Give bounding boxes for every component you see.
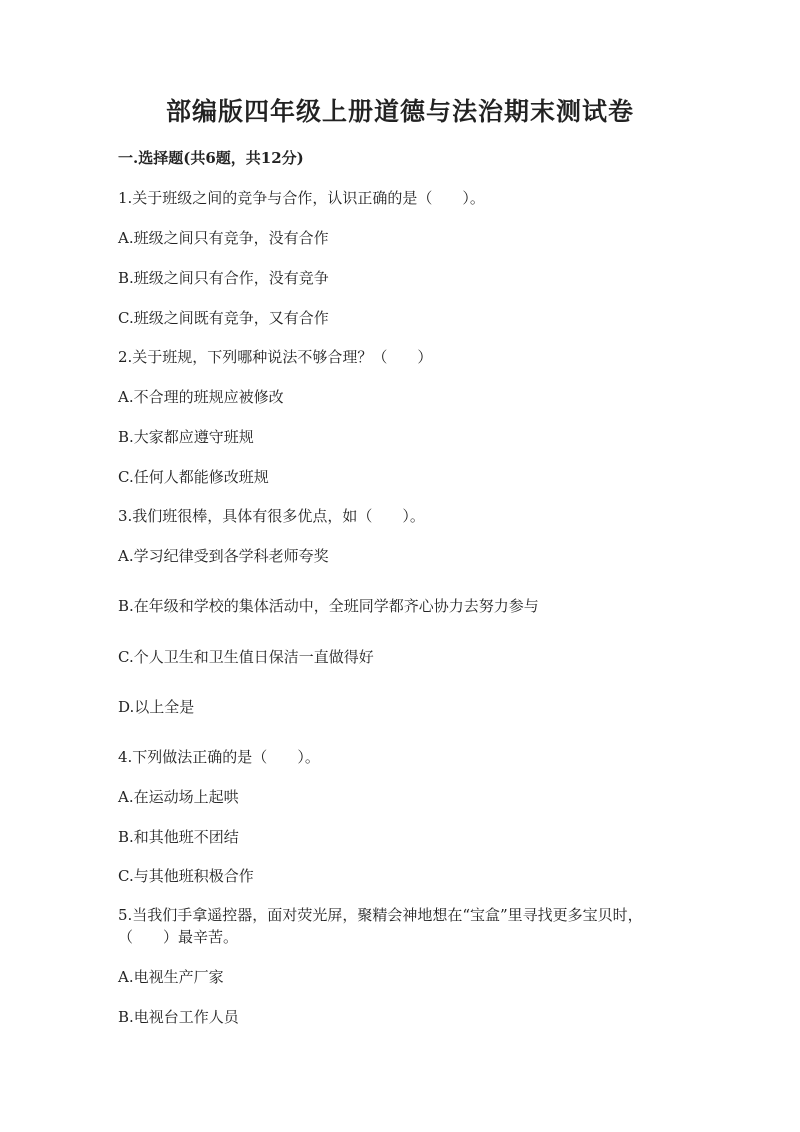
question-5-option-a: A.电视生产厂家 — [118, 968, 224, 986]
question-3-option-a: A.学习纪律受到各学科老师夸奖 — [118, 547, 329, 565]
question-4-option-c: C.与其他班积极合作 — [118, 867, 254, 885]
question-1-option-c: C.班级之间既有竞争，又有合作 — [118, 309, 329, 327]
question-3-stem: 3.我们班很棒，具体有很多优点，如（ ）。 — [118, 507, 425, 525]
question-3-option-d: D.以上全是 — [118, 698, 195, 716]
question-5-option-b: B.电视台工作人员 — [118, 1008, 239, 1026]
question-4-option-b: B.和其他班不团结 — [118, 828, 239, 846]
question-3-option-b: B.在年级和学校的集体活动中，全班同学都齐心协力去努力参与 — [118, 597, 539, 615]
question-1-stem: 1.关于班级之间的竞争与合作，认识正确的是（ ）。 — [118, 189, 485, 207]
section-heading: 一.选择题(共6题，共12分) — [118, 149, 304, 167]
question-2-option-c: C.任何人都能修改班规 — [118, 468, 269, 486]
question-2-option-b: B.大家都应遵守班规 — [118, 428, 254, 446]
page-title: 部编版四年级上册道德与法治期末测试卷 — [165, 97, 634, 126]
question-4-option-a: A.在运动场上起哄 — [118, 788, 239, 806]
question-3-option-c: C.个人卫生和卫生值日保洁一直做得好 — [118, 648, 374, 666]
question-5-stem: 5.当我们手拿遥控器，面对荧光屏，聚精会神地想在“宝盒”里寻找更多宝贝时，（ ）最辛苦。 — [118, 906, 643, 946]
question-2-stem: 2.关于班规，下列哪种说法不够合理？（ ） — [118, 348, 433, 366]
question-1-option-a: A.班级之间只有竞争，没有合作 — [118, 229, 329, 247]
question-4-stem: 4.下列做法正确的是（ ）。 — [118, 748, 320, 766]
question-1-option-b: B.班级之间只有合作，没有竞争 — [118, 269, 329, 287]
question-2-option-a: A.不合理的班规应被修改 — [118, 388, 284, 406]
